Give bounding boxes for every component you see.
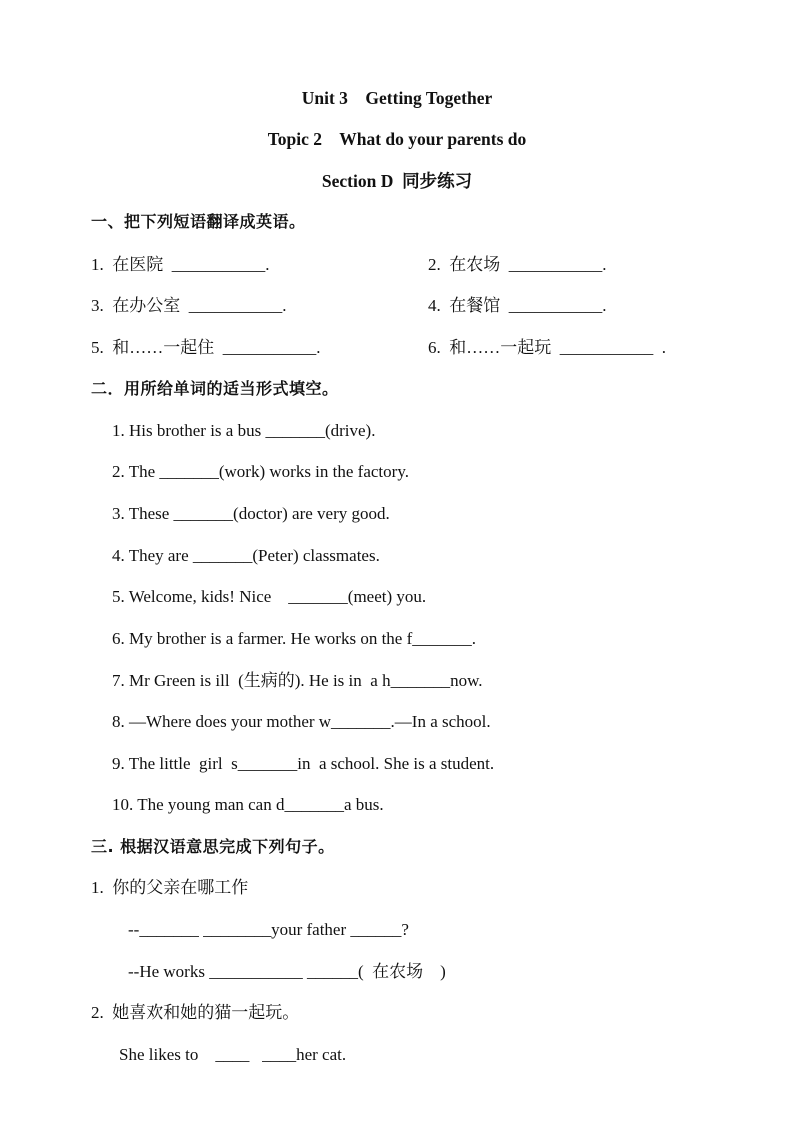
part2-item-6: 6. My brother is a farmer. He works on the f_______. <box>112 629 477 648</box>
unit-title: Unit 3 Getting Together <box>301 88 493 108</box>
part1-item-3: 3. 在办公室 ___________. <box>91 296 287 315</box>
part2-item-5: 5. Welcome, kids! Nice _______(meet) you. <box>112 587 427 606</box>
section-title: Section D 同步练习 <box>321 171 473 191</box>
part2-item-10: 10. The young man can d_______a bus. <box>112 795 384 814</box>
part3-q2-prompt: 2. 她喜欢和她的猫一起玩。 <box>91 1003 300 1022</box>
part2-item-4: 4. They are _______(Peter) classmates. <box>112 546 380 565</box>
part1-item-4: 4. 在餐馆 ___________. <box>428 296 607 315</box>
part3-q2-answer-line-1: She likes to ____ ____her cat. <box>119 1045 347 1064</box>
topic-title: Topic 2 What do your parents do <box>267 129 527 149</box>
part1-item-5: 5. 和……一起住 ___________. <box>91 338 321 357</box>
part2-heading: 二．用所给单词的适当形式填空。 <box>91 379 339 398</box>
part2-item-3: 3. These _______(doctor) are very good. <box>112 504 390 523</box>
part2-item-1: 1. His brother is a bus _______(drive). <box>112 421 376 440</box>
part3-q1-prompt: 1. 你的父亲在哪工作 <box>91 878 249 897</box>
part1-item-1: 1. 在医院 ___________. <box>91 255 270 274</box>
part3-q1-answer-line-2: --He works ___________ ______( 在农场 ) <box>128 962 446 981</box>
part1-heading: 一、把下列短语翻译成英语。 <box>91 212 306 231</box>
part1-item-2: 2. 在农场 ___________. <box>428 255 607 274</box>
part3-q1-answer-line-1: --_______ ________your father ______? <box>128 920 409 939</box>
part3-heading: 三. 根据汉语意思完成下列句子。 <box>91 837 335 856</box>
part2-item-9: 9. The little girl s_______in a school. She is a student. <box>112 754 495 773</box>
part2-item-2: 2. The _______(work) works in the factory. <box>112 462 409 481</box>
part1-item-6: 6. 和……一起玩 ___________ . <box>428 338 666 357</box>
part2-item-7: 7. Mr Green is ill (生病的). He is in a h_______now. <box>112 671 483 690</box>
part2-item-8: 8. —Where does your mother w_______.—In a school. <box>112 712 491 731</box>
